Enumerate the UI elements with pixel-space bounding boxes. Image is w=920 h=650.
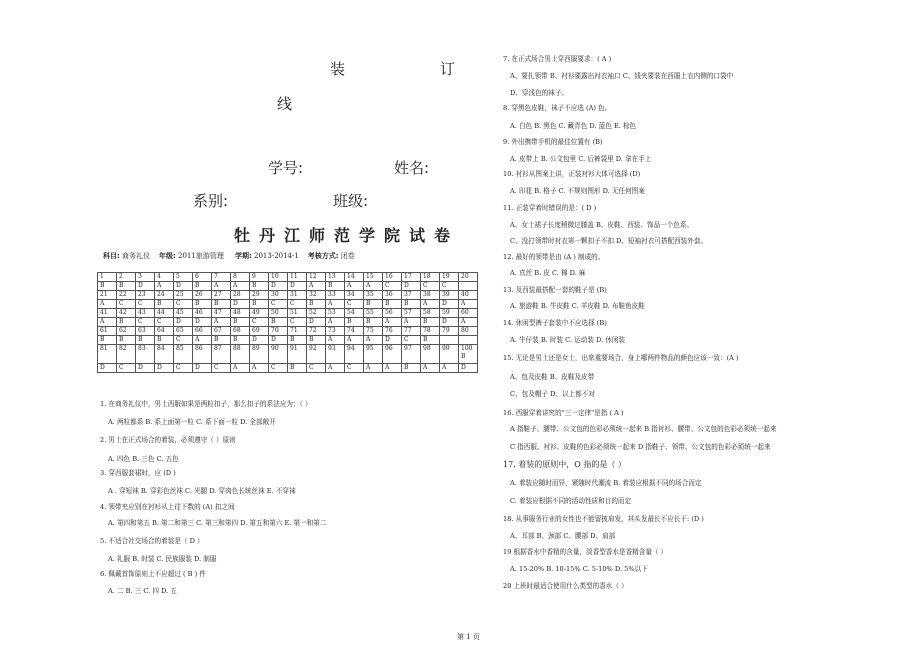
- answer-cell: 46: [193, 309, 212, 318]
- answer-cell: B: [383, 300, 402, 309]
- answer-cell: D: [174, 282, 193, 291]
- answer-cell: A: [98, 300, 117, 309]
- answer-cell: 100 B: [459, 345, 478, 364]
- answer-number-row: [98, 309, 478, 318]
- answer-cell: D: [174, 318, 193, 327]
- answer-cell: 72: [307, 327, 326, 336]
- question-line: A. 二 B. 三 C. 四 D. 五: [108, 587, 177, 595]
- subject-value: 商务礼仪: [122, 252, 151, 260]
- answer-cell: 10: [269, 273, 288, 282]
- answer-cell: B: [288, 364, 307, 373]
- answer-cell: B: [250, 282, 269, 291]
- answer-cell: B: [364, 300, 383, 309]
- question-line: 14. 休闲型裤子套装中不应选择 (B): [503, 319, 607, 327]
- question-line: A、耳部 B、颈部 C、腰部 D、肩部: [510, 532, 616, 540]
- answer-cell: 59: [440, 309, 459, 318]
- answer-cell: 19: [440, 273, 459, 282]
- answer-cell: 23: [136, 291, 155, 300]
- answer-cell: 18: [421, 273, 440, 282]
- question-line: A. 牛仔装 B. 时装 C. 运动装 D. 休闲装: [510, 336, 626, 344]
- answer-cell: 17: [402, 273, 421, 282]
- mode-value: 闭卷: [340, 252, 355, 260]
- class-label: 班级:: [333, 192, 369, 210]
- answer-cell: B: [117, 318, 136, 327]
- term-label: 学期:: [234, 252, 252, 260]
- answer-cell: B: [269, 318, 288, 327]
- answer-cell: 40: [459, 291, 478, 300]
- question-line: 5. 不适合社交场合的着装是（ D ）: [100, 537, 204, 545]
- answer-cell: A: [383, 364, 402, 373]
- answer-cell: 48: [231, 309, 250, 318]
- answer-cell: [459, 336, 478, 345]
- answer-cell: C: [174, 364, 193, 373]
- answer-cell: A: [421, 300, 440, 309]
- question-line: A. 皮带上 B. 公文包里 C. 后裤袋里 D. 拿在手上: [510, 155, 652, 163]
- answer-cell: A: [345, 336, 364, 345]
- answer-cell: D: [288, 282, 307, 291]
- answer-cell: 7: [212, 273, 231, 282]
- answer-cell: 38: [421, 291, 440, 300]
- answer-cell: 12: [307, 273, 326, 282]
- answer-cell: B: [155, 336, 174, 345]
- answer-number-row: [98, 291, 478, 300]
- answer-cell: D: [402, 282, 421, 291]
- answer-cell: 58: [421, 309, 440, 318]
- answer-cell: C: [174, 336, 193, 345]
- question-line: C 指西服、衬衫、皮鞋的色彩必须统一起来 D 指鞋子、领带、公文包的色彩必须统一起来: [510, 443, 771, 451]
- answer-cell: 36: [383, 291, 402, 300]
- answer-cell: 21: [98, 291, 117, 300]
- answer-cell: B: [193, 282, 212, 291]
- question-line: A. 印花 B. 格子 C. 不规则图形 D. 无任何图案: [510, 187, 645, 195]
- answer-cell: 55: [364, 309, 383, 318]
- answer-cell: 73: [326, 327, 345, 336]
- answer-cell: D: [269, 336, 288, 345]
- question-line: 19 根据香水中香精的含量，淡香型香水是香精含量（ ）: [503, 548, 668, 556]
- question-line: C、包及帽子 D、以上都不对: [510, 390, 595, 398]
- question-line: 7. 在正式场合男士穿西服要求：( A ): [503, 55, 612, 63]
- answer-cell: 33: [326, 291, 345, 300]
- answer-cell: 37: [402, 291, 421, 300]
- answer-cell: 64: [155, 327, 174, 336]
- subject-label: 科目:: [103, 252, 120, 260]
- answer-cell: A: [98, 318, 117, 327]
- answer-cell: 61: [98, 327, 117, 336]
- answer-cell: A: [326, 318, 345, 327]
- answer-cell: A: [326, 336, 345, 345]
- answer-cell: 22: [117, 291, 136, 300]
- answer-cell: D: [98, 364, 117, 373]
- answer-key-row: [98, 336, 478, 345]
- answer-key-row: [98, 282, 478, 291]
- answer-cell: 91: [288, 345, 307, 364]
- answer-cell: 62: [117, 327, 136, 336]
- answer-cell: B: [250, 300, 269, 309]
- question-line: 12. 最好的领带是由 (A ) 制成的。: [503, 253, 605, 261]
- answer-cell: 54: [345, 309, 364, 318]
- answer-cell: 27: [212, 291, 231, 300]
- answer-cell: B: [421, 336, 440, 345]
- answer-cell: 45: [174, 309, 193, 318]
- answer-cell: B: [364, 318, 383, 327]
- answer-cell: C: [345, 300, 364, 309]
- answer-cell: 84: [155, 345, 174, 364]
- answer-key-row: [98, 300, 478, 309]
- answer-cell: B: [212, 336, 231, 345]
- answer-cell: B: [402, 300, 421, 309]
- answer-cell: 47: [212, 309, 231, 318]
- answer-cell: B: [288, 336, 307, 345]
- answer-cell: 75: [364, 327, 383, 336]
- question-line: A、女士裙子长度稍微过膝盖 B、皮鞋、西装、饰品一个色系。: [510, 221, 694, 229]
- answer-cell: B: [307, 300, 326, 309]
- question-line: A. 第四和第五 B. 第二和第三 C. 第三和第四 D. 第五和第六 E. 第一和第二: [108, 519, 327, 527]
- term-value: 2013-2014-1: [254, 252, 299, 260]
- answer-number-row: [98, 273, 478, 282]
- answer-cell: C: [117, 364, 136, 373]
- answer-cell: C: [136, 300, 155, 309]
- answer-cell: 81: [98, 345, 117, 364]
- answer-cell: 96: [383, 345, 402, 364]
- question-line: A. 真丝 B. 皮 C. 棉 D. 麻: [510, 269, 586, 277]
- answer-cell: B: [98, 336, 117, 345]
- answer-cell: [459, 282, 478, 291]
- department-label: 系别:: [193, 192, 229, 210]
- answer-cell: 71: [288, 327, 307, 336]
- exam-title: 牡丹江师范学院试卷: [234, 226, 460, 245]
- binding-mark-zhuang: 装: [330, 60, 346, 78]
- question-line: 1. 在商务礼仪中，男士西服如果是两粒扣子，那么扣子的系法应为：（ ）: [100, 400, 312, 408]
- answer-cell: D: [155, 364, 174, 373]
- binding-mark-ding: 订: [440, 60, 456, 78]
- answer-cell: A: [345, 282, 364, 291]
- question-line: A 指鞋子、腰带、公文包的色彩必须统一起来 B 指衬衫、腰带、公文包的色彩必须统一起来: [510, 425, 777, 433]
- question-line: 2. 男士在正式场合的着装，必须遵守（ ）原则: [100, 436, 236, 444]
- answer-cell: 90: [269, 345, 288, 364]
- answer-cell: D: [307, 318, 326, 327]
- answer-cell: D: [136, 282, 155, 291]
- answer-cell: 97: [402, 345, 421, 364]
- question-line: 18. 从事服务行业的女性也不能留披肩发，其头发最长不应长于: (D ): [503, 515, 704, 523]
- answer-cell: A: [307, 282, 326, 291]
- answer-cell: [440, 336, 459, 345]
- answer-key-row: [98, 364, 478, 373]
- answer-cell: D: [193, 364, 212, 373]
- answer-cell: 60: [459, 309, 478, 318]
- answer-cell: A: [155, 282, 174, 291]
- question-line: C. 着装应根据不同的活动性质和目的而定: [510, 497, 632, 505]
- answer-cell: 93: [326, 345, 345, 364]
- answer-cell: A: [440, 364, 459, 373]
- mode-label: 考核方式:: [307, 252, 339, 260]
- answer-cell: B: [231, 318, 250, 327]
- answer-cell: C: [288, 318, 307, 327]
- question-line: A. 白色 B. 黑色 C. 藏青色 D. 蓝色 E. 棕色: [510, 122, 637, 130]
- answer-cell: B: [136, 336, 155, 345]
- question-line: 9. 外出携带手机的最佳位置有 (B): [503, 138, 603, 146]
- answer-cell: B: [231, 336, 250, 345]
- answer-cell: 26: [193, 291, 212, 300]
- answer-cell: C: [288, 300, 307, 309]
- question-line: 15. 无论是男士还是女士，出席重要场合，身上哪两件物品的颜色应该一致：(A ): [503, 354, 739, 362]
- answer-cell: 92: [307, 345, 326, 364]
- question-line: 16. 西服穿着讲究的"三一定律"是指 ( A ): [503, 409, 624, 417]
- question-line: 4. 领带夹应别在衬衫从上往下数的 (A) 扣之间: [100, 503, 235, 511]
- answer-cell: A: [212, 318, 231, 327]
- answer-cell: 94: [345, 345, 364, 364]
- answer-cell: 89: [250, 345, 269, 364]
- question-line: A. 旅游鞋 B. 牛皮鞋 C. 羊皮鞋 D. 布鞋鱼皮鞋: [510, 302, 645, 310]
- exam-meta: [103, 251, 355, 261]
- answer-cell: 41: [98, 309, 117, 318]
- answer-cell: 65: [174, 327, 193, 336]
- answer-cell: C: [269, 364, 288, 373]
- answer-cell: A: [459, 300, 478, 309]
- question-line: 17. 着装的原则中，O 指的是（ ）: [503, 460, 626, 469]
- answer-cell: 43: [136, 309, 155, 318]
- answer-table: [97, 272, 478, 373]
- question-line: 3. 穿西服套裙时，应 (D ): [100, 469, 176, 477]
- question-line: A、要扎领带 B、衬衫要露出衬衣袖口 C、钱夹要装在西服上衣内侧的口袋中: [510, 72, 734, 80]
- answer-cell: C: [212, 364, 231, 373]
- answer-cell: B: [155, 300, 174, 309]
- answer-cell: A: [364, 336, 383, 345]
- answer-cell: 25: [174, 291, 193, 300]
- answer-cell: A: [364, 282, 383, 291]
- answer-cell: 79: [440, 327, 459, 336]
- answer-cell: B: [193, 300, 212, 309]
- answer-cell: 13: [326, 273, 345, 282]
- answer-cell: 2: [117, 273, 136, 282]
- answer-cell: 8: [231, 273, 250, 282]
- answer-cell: D: [459, 364, 478, 373]
- answer-cell: 85: [174, 345, 193, 364]
- answer-cell: D: [440, 300, 459, 309]
- answer-cell: B: [98, 282, 117, 291]
- answer-cell: A: [231, 364, 250, 373]
- answer-cell: 98: [421, 345, 440, 364]
- answer-cell: 95: [364, 345, 383, 364]
- answer-cell: 77: [402, 327, 421, 336]
- answer-cell: 31: [288, 291, 307, 300]
- question-line: 10. 衬衫从图案上讲，正装衬衫大体可选择 (D): [503, 170, 641, 178]
- answer-cell: B: [307, 336, 326, 345]
- answer-number-row: [98, 345, 478, 364]
- answer-cell: C: [269, 300, 288, 309]
- answer-cell: C: [421, 282, 440, 291]
- answer-cell: 28: [231, 291, 250, 300]
- answer-cell: A: [326, 364, 345, 373]
- answer-cell: 14: [345, 273, 364, 282]
- question-line: 20 上班时最适合使用什么类型的香水（ ）: [503, 582, 628, 590]
- answer-cell: 78: [421, 327, 440, 336]
- answer-cell: B: [402, 364, 421, 373]
- answer-cell: A: [421, 364, 440, 373]
- answer-cell: D: [440, 318, 459, 327]
- answer-cell: C: [117, 300, 136, 309]
- question-line: D、穿浅色的袜子。: [510, 89, 569, 97]
- answer-cell: C: [250, 318, 269, 327]
- answer-cell: 70: [269, 327, 288, 336]
- answer-cell: 51: [288, 309, 307, 318]
- binding-mark-xian: 线: [277, 95, 293, 113]
- answer-cell: A: [231, 282, 250, 291]
- answer-cell: 20: [459, 273, 478, 282]
- answer-cell: 80: [459, 327, 478, 336]
- answer-cell: 63: [136, 327, 155, 336]
- answer-cell: 16: [383, 273, 402, 282]
- question-line: A、包及皮鞋 B、皮鞋及皮带: [510, 373, 595, 381]
- answer-cell: B: [117, 336, 136, 345]
- answer-cell: 29: [250, 291, 269, 300]
- question-line: 6. 佩戴首饰原则上不应超过 ( B ) 件: [100, 570, 206, 578]
- answer-cell: 4: [155, 273, 174, 282]
- answer-cell: 15: [364, 273, 383, 282]
- answer-cell: C: [402, 336, 421, 345]
- answer-cell: 83: [136, 345, 155, 364]
- question-line: 8. 穿黑色皮鞋，袜子不应选 (A) 色。: [503, 104, 612, 112]
- answer-cell: 76: [383, 327, 402, 336]
- answer-cell: A: [212, 282, 231, 291]
- answer-cell: A: [459, 318, 478, 327]
- answer-cell: D: [136, 364, 155, 373]
- answer-cell: A: [364, 364, 383, 373]
- answer-cell: 53: [326, 309, 345, 318]
- answer-cell: 66: [193, 327, 212, 336]
- answer-cell: 1: [98, 273, 117, 282]
- answer-cell: 30: [269, 291, 288, 300]
- answer-cell: 67: [212, 327, 231, 336]
- answer-cell: 6: [193, 273, 212, 282]
- answer-cell: C: [136, 318, 155, 327]
- answer-cell: C: [383, 282, 402, 291]
- answer-number-row: [98, 327, 478, 336]
- answer-cell: 39: [440, 291, 459, 300]
- answer-cell: 88: [231, 345, 250, 364]
- question-line: A. 着装应随时而异，紧随时代潮流 B. 着装应根据不同的场合而定: [510, 479, 702, 487]
- answer-cell: 69: [250, 327, 269, 336]
- answer-cell: 56: [383, 309, 402, 318]
- answer-cell: 86: [193, 345, 212, 364]
- answer-cell: A: [383, 318, 402, 327]
- grade-value: 2011旅游管理: [178, 252, 224, 260]
- question-line: A. 礼服 B. 时装 C. 民族服装 D. 制服: [108, 555, 217, 563]
- answer-cell: B: [326, 282, 345, 291]
- answer-cell: B: [345, 318, 364, 327]
- answer-cell: 57: [402, 309, 421, 318]
- question-line: A. 四色 B. 三色 C. 五色: [108, 455, 179, 463]
- answer-cell: 87: [212, 345, 231, 364]
- answer-cell: 24: [155, 291, 174, 300]
- answer-cell: 44: [155, 309, 174, 318]
- answer-cell: A: [250, 364, 269, 373]
- answer-cell: C: [307, 364, 326, 373]
- question-line: A . 穿短袜 B. 穿彩色丝袜 C. 光腿 D. 穿肉色长统丝袜 E. 不穿袜: [108, 487, 296, 495]
- grade-label: 年级:: [158, 252, 176, 260]
- answer-cell: 82: [117, 345, 136, 364]
- question-line: 13. 及西装最搭配一套的鞋子是 (B): [503, 286, 607, 294]
- answer-cell: C: [155, 318, 174, 327]
- answer-cell: 68: [231, 327, 250, 336]
- answer-cell: 5: [174, 273, 193, 282]
- question-line: 11. 正装穿着时错误的是：( D ): [503, 204, 597, 212]
- answer-cell: 34: [345, 291, 364, 300]
- student-name-label: 姓名:: [394, 159, 430, 177]
- answer-cell: 9: [250, 273, 269, 282]
- answer-cell: A: [326, 300, 345, 309]
- answer-cell: 35: [364, 291, 383, 300]
- answer-cell: B: [212, 300, 231, 309]
- answer-cell: D: [193, 318, 212, 327]
- answer-cell: D: [231, 300, 250, 309]
- answer-cell: A: [402, 318, 421, 327]
- answer-key-row: [98, 318, 478, 327]
- answer-cell: 3: [136, 273, 155, 282]
- answer-cell: B: [117, 282, 136, 291]
- question-line: A. 15-20% B. 10-15% C. 5-10% D. 5%以下: [510, 565, 648, 573]
- answer-cell: B: [421, 318, 440, 327]
- answer-cell: D: [269, 282, 288, 291]
- answer-cell: A: [193, 336, 212, 345]
- answer-cell: 42: [117, 309, 136, 318]
- answer-cell: 49: [250, 309, 269, 318]
- answer-cell: 99: [440, 345, 459, 364]
- question-line: A. 两粒都系 B. 系上面第一粒 C. 系下面一粒 D. 全部敞开: [108, 418, 276, 426]
- answer-cell: 52: [307, 309, 326, 318]
- answer-cell: 74: [345, 327, 364, 336]
- page-footer: 第 1 页: [457, 633, 480, 641]
- student-id-label: 学号:: [268, 159, 304, 177]
- answer-cell: C: [345, 364, 364, 373]
- answer-cell: D: [383, 336, 402, 345]
- answer-cell: 11: [288, 273, 307, 282]
- answer-cell: 50: [269, 309, 288, 318]
- answer-cell: C: [174, 300, 193, 309]
- answer-cell: D: [250, 336, 269, 345]
- answer-cell: C: [440, 282, 459, 291]
- question-line: C、没打领带时衬衣第一颗扣子不扣 D、短袖衬衣可搭配西装外套。: [510, 237, 708, 245]
- answer-cell: 32: [307, 291, 326, 300]
